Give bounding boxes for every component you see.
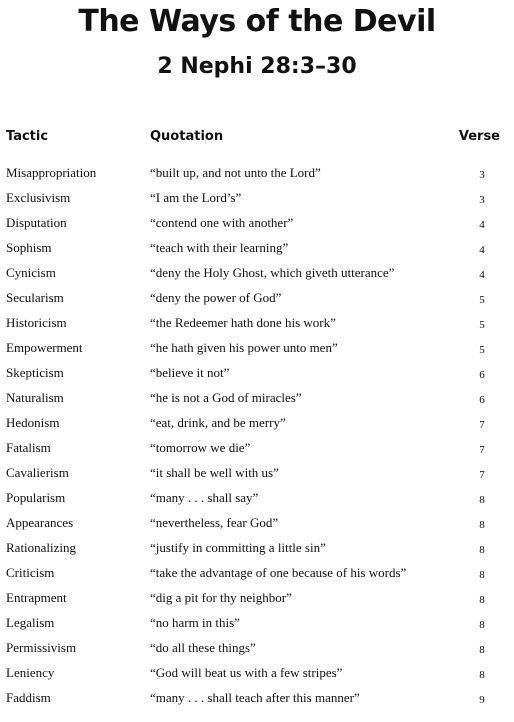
table-row — [0, 163, 514, 188]
verse-cell: 9 — [479, 694, 485, 706]
table-row — [0, 188, 514, 213]
verse-cell: 7 — [479, 444, 485, 456]
tactic-cell: Rationalizing — [6, 540, 77, 555]
quotation-cell: “many . . . shall say” — [150, 490, 259, 505]
table-row — [0, 563, 514, 588]
tactic-cell: Permissivism — [6, 640, 77, 655]
quotation-cell: “many . . . shall teach after this manner” — [150, 690, 360, 705]
column-header-tactic: Tactic — [6, 129, 49, 144]
verse-cell: 7 — [479, 419, 485, 431]
table-row — [0, 613, 514, 638]
table-row — [0, 463, 514, 488]
table-row — [0, 638, 514, 663]
table-row — [0, 588, 514, 613]
tactic-cell: Popularism — [6, 490, 66, 505]
table-row — [0, 238, 514, 263]
page-subtitle: 2 Nephi 28:3–30 — [157, 54, 357, 79]
quotation-cell: “he hath given his power unto men” — [150, 340, 338, 355]
quotation-cell: “the Redeemer hath done his work” — [150, 315, 336, 330]
table-row — [0, 338, 514, 363]
table-row — [0, 388, 514, 413]
table-row — [0, 213, 514, 238]
table-body — [0, 163, 514, 713]
tactic-cell: Entrapment — [6, 590, 67, 605]
column-header-verse: Verse — [458, 129, 500, 144]
table-row — [0, 663, 514, 688]
table-row — [0, 313, 514, 338]
quotation-cell: “justify in committing a little sin” — [150, 540, 326, 555]
verse-cell: 8 — [479, 669, 485, 681]
tactic-cell: Misappropriation — [6, 165, 97, 180]
quotation-cell: “teach with their learning” — [150, 240, 289, 255]
table-row — [0, 263, 514, 288]
tactic-cell: Sophism — [6, 240, 52, 255]
tactic-cell: Appearances — [6, 515, 74, 530]
quotation-cell: “nevertheless, fear God” — [150, 515, 279, 530]
table-row — [0, 488, 514, 513]
quotation-cell: “God will beat us with a few stripes” — [150, 665, 343, 680]
table-row — [0, 438, 514, 463]
tactic-cell: Exclusivism — [6, 190, 71, 205]
quotation-cell: “he is not a God of miracles” — [150, 390, 302, 405]
tactic-cell: Skepticism — [6, 365, 64, 380]
verse-cell: 8 — [479, 594, 485, 606]
tactic-cell: Faddism — [6, 690, 51, 705]
column-header-quotation: Quotation — [150, 129, 224, 144]
verse-cell: 4 — [479, 219, 485, 231]
verse-cell: 8 — [479, 544, 485, 556]
verse-cell: 8 — [479, 494, 485, 506]
verse-cell: 8 — [479, 644, 485, 656]
table-row — [0, 513, 514, 538]
quotation-cell: “eat, drink, and be merry” — [150, 415, 286, 430]
quotation-cell: “built up, and not unto the Lord” — [150, 165, 321, 180]
tactic-cell: Hedonism — [6, 415, 60, 430]
quotation-cell: “do all these things” — [150, 640, 256, 655]
tactic-cell: Historicism — [6, 315, 67, 330]
verse-cell: 3 — [479, 169, 485, 181]
verse-cell: 6 — [479, 369, 485, 381]
table-row — [0, 413, 514, 438]
verse-cell: 5 — [479, 319, 485, 331]
verse-cell: 8 — [479, 569, 485, 581]
quotation-cell: “deny the power of God” — [150, 290, 282, 305]
verse-cell: 8 — [479, 619, 485, 631]
verse-cell: 5 — [479, 294, 485, 306]
quotation-cell: “take the advantage of one because of his words” — [150, 565, 407, 580]
tactic-cell: Empowerment — [6, 340, 83, 355]
verse-cell: 4 — [479, 269, 485, 281]
tactic-cell: Fatalism — [6, 440, 51, 455]
tactic-cell: Secularism — [6, 290, 64, 305]
tactic-cell: Cavalierism — [6, 465, 69, 480]
tactic-cell: Disputation — [6, 215, 67, 230]
table-row — [0, 538, 514, 563]
verse-cell: 4 — [479, 244, 485, 256]
quotation-cell: “dig a pit for thy neighbor” — [150, 590, 292, 605]
quotation-cell: “deny the Holy Ghost, which giveth utterance” — [150, 265, 395, 280]
quotation-cell: “tomorrow we die” — [150, 440, 251, 455]
verse-cell: 5 — [479, 344, 485, 356]
tactic-cell: Leniency — [6, 665, 55, 680]
tactic-cell: Legalism — [6, 615, 55, 630]
verse-cell: 3 — [479, 194, 485, 206]
tactic-cell: Naturalism — [6, 390, 64, 405]
table-row — [0, 363, 514, 388]
verse-cell: 8 — [479, 519, 485, 531]
table-header — [0, 128, 514, 146]
table-row — [0, 288, 514, 313]
page-title: The Ways of the Devil — [78, 4, 436, 39]
table-row — [0, 688, 514, 713]
quotation-cell: “contend one with another” — [150, 215, 294, 230]
verse-cell: 6 — [479, 394, 485, 406]
quotation-cell: “believe it not” — [150, 365, 230, 380]
quotation-cell: “I am the Lord’s” — [150, 190, 242, 205]
quotation-cell: “no harm in this” — [150, 615, 240, 630]
tactic-cell: Cynicism — [6, 265, 56, 280]
quotation-cell: “it shall be well with us” — [150, 465, 279, 480]
tactic-cell: Criticism — [6, 565, 55, 580]
verse-cell: 7 — [479, 469, 485, 481]
